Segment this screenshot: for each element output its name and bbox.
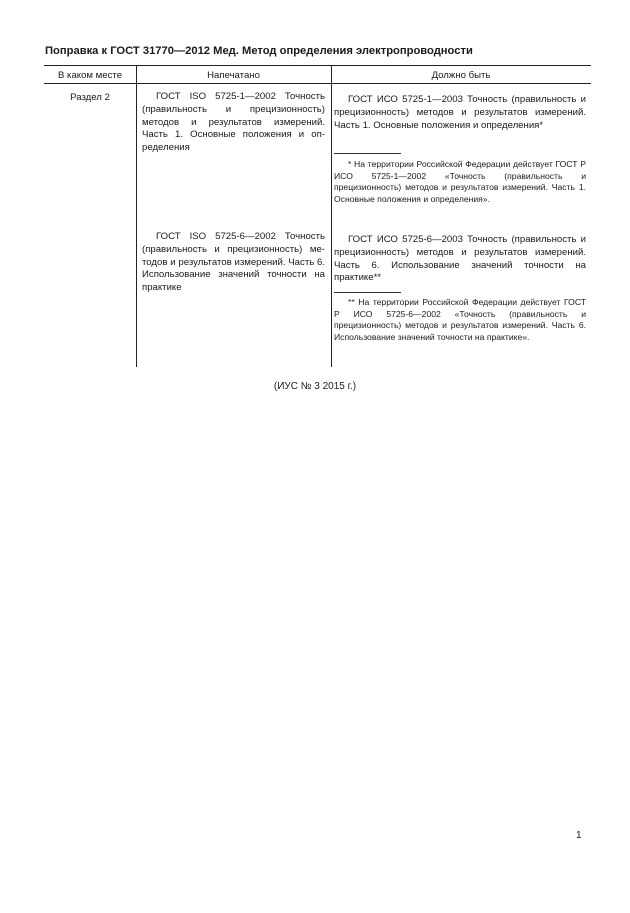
corrected-text-2: ГОСТ ИСО 5725-6—2003 Точность (правильность и прецизионность) методов и результатов измерений. Часть 6. Использование значений точности на практике** [334, 234, 586, 284]
column-divider-2 [331, 65, 332, 367]
cell-corrected-1 [334, 94, 586, 132]
page-number: 1 [576, 830, 582, 841]
printed-text-1: ГОСТ ISO 5725-1—2002 Точность (правильность и прецизионность) методов и результатов измерений. Часть 1. Основные положения и определения [142, 91, 325, 154]
printed-text-2: ГОСТ ISO 5725-6—2002 Точность (правильность и прецизионность) методов и результатов измерений. Часть 6. Использование значений точности на практике [142, 231, 325, 294]
corrected-text-1: ГОСТ ИСО 5725-1—2003 Точность (правильность и прецизионность) методов и результатов измерений. Часть 1. Основные положения и определения* [334, 94, 586, 131]
table-header-rule [44, 83, 591, 84]
document-title: Поправка к ГОСТ 31770—2012 Мед. Метод определения электропроводности [45, 45, 473, 57]
footnote-separator-2 [334, 292, 401, 293]
footnote-2 [334, 297, 586, 343]
footnote-separator-1 [334, 153, 401, 154]
cell-printed-1 [142, 91, 325, 155]
header-location: В каком месте [57, 70, 123, 81]
cell-printed-2 [142, 231, 325, 295]
publication-source: (ИУС № 3 2015 г.) [273, 381, 357, 392]
footnote-text-2: ** На территории Российской Федерации действует ГОСТ Р ИСО 5725-6—2002 «Точность (правильность и прецизионность) методов и результатов измерений. Часть 6. Использование значений точности на практике». [334, 297, 586, 342]
footnote-text-1: * На территории Российской Федерации действует ГОСТ Р ИСО 5725-1—2002 «Точность (правильность и прецизионность) методов и результатов измерений. Часть 1. Основные положения и определения». [334, 159, 586, 204]
footnote-1 [334, 159, 586, 205]
header-printed: Напечатано [207, 70, 260, 81]
table-top-rule [44, 65, 591, 66]
header-corrected: Должно быть [431, 70, 491, 81]
cell-corrected-2 [334, 234, 586, 285]
column-divider-1 [136, 65, 137, 367]
cell-location: Раздел 2 [70, 92, 110, 103]
